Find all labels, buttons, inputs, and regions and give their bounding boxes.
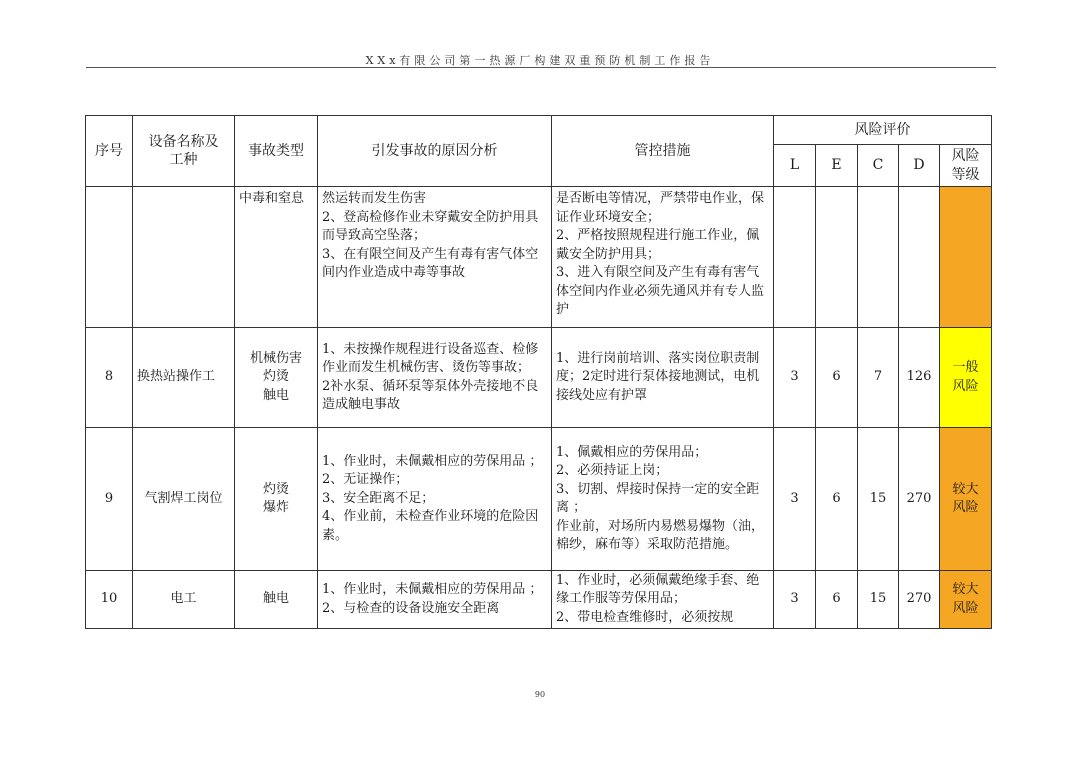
table-row	[86, 571, 992, 629]
risk-assessment-table	[85, 115, 992, 629]
header-row-1	[86, 116, 992, 145]
cell-cause: 1、未按操作规程进行设备巡查、检修作业而发生机械伤害、烫伤等事故； 2补水泵、循环泵等泵体外壳接地不良造成触电事故	[318, 328, 552, 428]
table-row	[86, 187, 992, 328]
page-number: 90	[534, 690, 546, 699]
cell-equipment: 换热站操作工	[133, 328, 235, 428]
cell-cause: 1、作业时，未佩戴相应的劳保用品 ； 2、无证操作； 3、安全距离不足； 4、作业前，未检查作业环境的危险因素。	[318, 428, 552, 571]
cell-equipment: 电工	[133, 571, 235, 629]
header-cause: 引发事故的原因分析	[318, 116, 552, 187]
header-risk-level: 风险 等级	[940, 145, 992, 187]
cell-C: 7	[858, 328, 899, 428]
cell-E: 6	[816, 571, 858, 629]
header-equipment: 设备名称及 工种	[133, 116, 235, 187]
cell-L: 3	[774, 428, 816, 571]
header-C: C	[858, 145, 899, 187]
header-accident-type: 事故类型	[235, 116, 318, 187]
cell-E	[816, 187, 858, 328]
cell-D: 270	[899, 428, 940, 571]
table-row	[86, 428, 992, 571]
table-row	[86, 328, 992, 428]
document-header-title: XXx有限公司第一热源厂构建双重预防机制工作报告	[365, 54, 715, 67]
cell-D: 126	[899, 328, 940, 428]
cell-accident-type: 灼烫 爆炸	[235, 428, 318, 571]
cell-D	[899, 187, 940, 328]
cell-seq: 8	[86, 328, 133, 428]
cell-L: 3	[774, 328, 816, 428]
cell-C: 15	[858, 571, 899, 629]
cell-risk-level: 较大 风险	[940, 428, 992, 571]
cell-cause: 然运转而发生伤害 2、登高检修作业未穿戴安全防护用具而导致高空坠落； 3、在有限空间及产生有毒有害气体空间内作业造成中毒等事故	[318, 187, 552, 328]
cell-accident-type: 触电	[235, 571, 318, 629]
cell-risk-level	[940, 187, 992, 328]
header-seq: 序号	[86, 116, 133, 187]
header-divider	[86, 67, 996, 68]
cell-control: 1、佩戴相应的劳保用品； 2、必须持证上岗； 3、切割、焊接时保持一定的安全距离 ； 作业前，对场所内易燃易爆物（油，棉纱，麻布等）采取防范措施。	[552, 428, 774, 571]
cell-equipment: 气割焊工岗位	[133, 428, 235, 571]
cell-E: 6	[816, 428, 858, 571]
cell-seq: 9	[86, 428, 133, 571]
cell-risk-level: 较大 风险	[940, 571, 992, 629]
cell-L	[774, 187, 816, 328]
header-D: D	[899, 145, 940, 187]
cell-control: 1、作业时，必须佩戴绝缘手套、绝缘工作服等劳保用品； 2、带电检查维修时，必须按规	[552, 571, 774, 629]
header-E: E	[816, 145, 858, 187]
cell-equipment	[133, 187, 235, 328]
cell-accident-type: 机械伤害 灼烫 触电	[235, 328, 318, 428]
cell-L: 3	[774, 571, 816, 629]
cell-C	[858, 187, 899, 328]
cell-D: 270	[899, 571, 940, 629]
header-risk-evaluation: 风险评价	[774, 116, 992, 145]
cell-accident-type: 中毒和窒息	[235, 187, 318, 328]
cell-seq: 10	[86, 571, 133, 629]
cell-E: 6	[816, 328, 858, 428]
header-control: 管控措施	[552, 116, 774, 187]
cell-seq	[86, 187, 133, 328]
cell-control: 1、进行岗前培训、落实岗位职责制度；2定时进行泵体接地测试，电机接线处应有护罩	[552, 328, 774, 428]
cell-risk-level: 一般 风险	[940, 328, 992, 428]
header-L: L	[774, 145, 816, 187]
cell-cause: 1、作业时，未佩戴相应的劳保用品 ； 2、与检查的设备设施安全距离	[318, 571, 552, 629]
cell-C: 15	[858, 428, 899, 571]
cell-control: 是否断电等情况，严禁带电作业，保证作业环境安全； 2、严格按照规程进行施工作业，佩戴安全防护用具； 3、进入有限空间及产生有毒有害气体空间内作业必须先通风并有专人监护	[552, 187, 774, 328]
